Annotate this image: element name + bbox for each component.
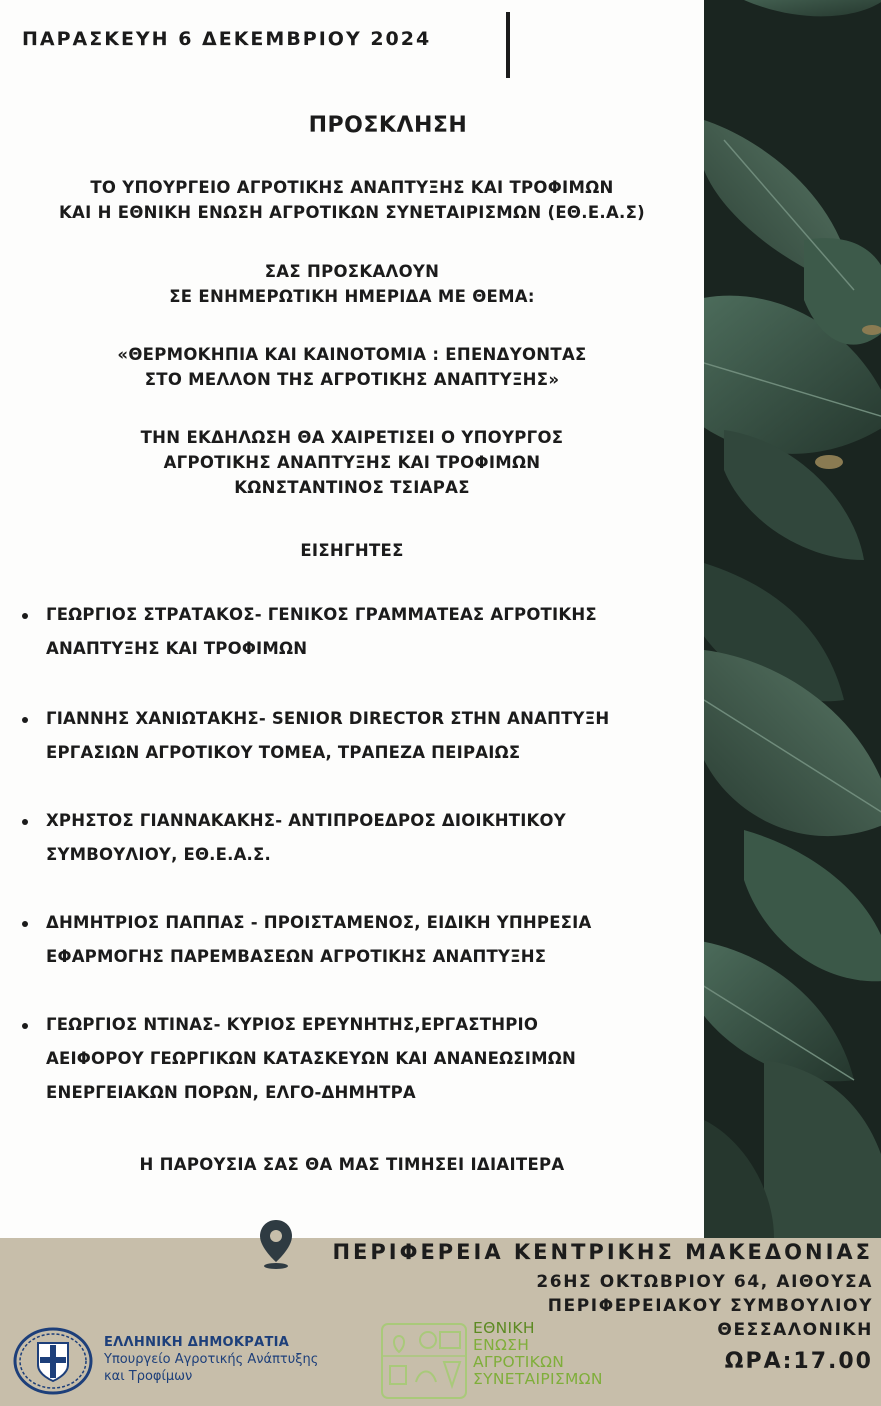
speaker-item — [22, 598, 702, 666]
topic-block — [0, 342, 704, 392]
greeting-line: ΑΓΡΟΤΙΚΗΣ ΑΝΑΠΤΥΞΗΣ ΚΑΙ ΤΡΟΦΙΜΩΝ — [163, 453, 541, 472]
address-line: ΘΕΣΣΑΛΟΝΙΚΗ — [717, 1320, 873, 1340]
speaker-line: ΑΕΙΦΟΡΟΥ ΓΕΩΡΓΙΚΩΝ ΚΑΤΑΣΚΕΥΩΝ ΚΑΙ ΑΝΑΝΕΩΣΙΜΩΝ — [46, 1049, 576, 1068]
coop-logo-line: ΣΥΝΕΤΑΙΡΙΣΜΩΝ — [473, 1370, 603, 1388]
invite-line: ΣΕ ΕΝΗΜΕΡΩΤΙΚΗ ΗΜΕΡΙΔΑ ΜΕ ΘΕΜΑ: — [169, 287, 535, 306]
location-pin-icon — [258, 1218, 294, 1274]
speaker-item — [22, 702, 702, 770]
speaker-line: ΓΕΩΡΓΙΟΣ ΣΤΡΑΤΑΚΟΣ- ΓΕΝΙΚΟΣ ΓΡΑΜΜΑΤΕΑΣ ΑΓΡΟΤΙΚΗΣ — [46, 605, 597, 624]
speaker-item — [22, 804, 702, 872]
coop-logo-line: ΕΘΝΙΚΗ — [473, 1319, 535, 1337]
bullet-icon — [22, 613, 28, 619]
topic-line: «ΘΕΡΜΟΚΗΠΙΑ ΚΑΙ ΚΑΙΝΟΤΟΜΙΑ : ΕΠΕΝΔΥΟΝΤΑΣ — [117, 345, 587, 364]
address-line: 26ΗΣ ΟΚΤΩΒΡΙΟΥ 64, ΑΙΘΟΥΣΑ — [536, 1272, 873, 1292]
topic-line: ΣΤΟ ΜΕΛΛΟΝ ΤΗΣ ΑΓΡΟΤΙΚΗΣ ΑΝΑΠΤΥΞΗΣ» — [144, 370, 560, 389]
invite-block — [0, 259, 704, 309]
hosts-line: ΤΟ ΥΠΟΥΡΓΕΙΟ ΑΓΡΟΤΙΚΗΣ ΑΝΑΠΤΥΞΗΣ ΚΑΙ ΤΡΟΦΙΜΩΝ — [90, 178, 614, 197]
coop-logo-line: ΑΓΡΟΤΙΚΩΝ — [473, 1353, 565, 1371]
coop-logo-text — [473, 1320, 603, 1388]
speakers-list — [22, 598, 702, 1110]
leaves-photo — [704, 0, 881, 1238]
ministry-logo-line: και Τροφίμων — [104, 1369, 193, 1384]
speaker-line: ΓΙΑΝΝΗΣ ΧΑΝΙΩΤΑΚΗΣ- SENIOR DIRECTOR ΣΤΗΝ ΑΝΑΠΤΥΞΗ — [46, 709, 610, 728]
bullet-icon — [22, 921, 28, 927]
speakers-heading: ΕΙΣΗΓΗΤΕΣ — [300, 541, 404, 560]
bullet-icon — [22, 1023, 28, 1029]
closing-text: Η ΠΑΡΟΥΣΙΑ ΣΑΣ ΘΑ ΜΑΣ ΤΙΜΗΣΕΙ ΙΔΙΑΙΤΕΡΑ — [139, 1155, 565, 1174]
bullet-icon — [22, 819, 28, 825]
hosts-line: ΚΑΙ Η ΕΘΝΙΚΗ ΕΝΩΣΗ ΑΓΡΟΤΙΚΩΝ ΣΥΝΕΤΑΙΡΙΣΜΩΝ (ΕΘ.Ε.Α.Σ) — [58, 203, 646, 222]
divider — [506, 12, 510, 78]
speaker-item — [22, 906, 702, 974]
speaker-line: ΕΡΓΑΣΙΩΝ ΑΓΡΟΤΙΚΟΥ ΤΟΜΕΑ, ΤΡΑΠΕΖΑ ΠΕΙΡΑΙΩΣ — [46, 743, 521, 762]
venue-region: ΠΕΡΙΦΕΡΕΙΑ ΚΕΝΤΡΙΚΗΣ ΜΑΚΕΔΟΝΙΑΣ — [332, 1240, 873, 1264]
ministry-logo — [104, 1334, 318, 1385]
speaker-line: ΑΝΑΠΤΥΞΗΣ ΚΑΙ ΤΡΟΦΙΜΩΝ — [46, 639, 308, 658]
coop-logo-icon — [380, 1322, 468, 1404]
greeting-line: ΚΩΝΣΤΑΝΤΙΝΟΣ ΤΣΙΑΡΑΣ — [234, 478, 470, 497]
hosts-block — [0, 175, 704, 225]
speaker-line: ΣΥΜΒΟΥΛΙΟΥ, ΕΘ.Ε.Α.Σ. — [46, 845, 271, 864]
event-date: ΠΑΡΑΣΚΕΥΗ 6 ΔΕΚΕΜΒΡΙΟΥ 2024 — [22, 28, 432, 50]
speaker-item — [22, 1008, 702, 1110]
speaker-line: ΧΡΗΣΤΟΣ ΓΙΑΝΝΑΚΑΚΗΣ- ΑΝΤΙΠΡΟΕΔΡΟΣ ΔΙΟΙΚΗΤΙΚΟΥ — [46, 811, 566, 830]
address-line: ΠΕΡΙΦΕΡΕΙΑΚΟΥ ΣΥΜΒΟΥΛΙΟΥ — [547, 1296, 873, 1316]
speaker-line: ΕΦΑΡΜΟΓΗΣ ΠΑΡΕΜΒΑΣΕΩΝ ΑΓΡΟΤΙΚΗΣ ΑΝΑΠΤΥΞΗΣ — [46, 947, 547, 966]
event-time: ΩΡΑ:17.00 — [724, 1349, 873, 1374]
greek-emblem-icon — [8, 1325, 98, 1401]
ministry-logo-line: ΕΛΛΗΝΙΚΗ ΔΗΜΟΚΡΑΤΙΑ — [104, 1335, 290, 1350]
greeting-block — [0, 425, 704, 500]
greeting-line: ΤΗΝ ΕΚΔΗΛΩΣΗ ΘΑ ΧΑΙΡΕΤΙΣΕΙ Ο ΥΠΟΥΡΓΟΣ — [140, 428, 564, 447]
speaker-line: ΕΝΕΡΓΕΙΑΚΩΝ ΠΟΡΩΝ, ΕΛΓΟ-ΔΗΜΗΤΡΑ — [46, 1083, 416, 1102]
ministry-logo-line: Υπουργείο Αγροτικής Ανάπτυξης — [104, 1352, 319, 1367]
coop-logo-line: ΕΝΩΣΗ — [473, 1336, 530, 1354]
speaker-line: ΔΗΜΗΤΡΙΟΣ ΠΑΠΠΑΣ - ΠΡΟΙΣΤΑΜΕΝΟΣ, ΕΙΔΙΚΗ ΥΠΗΡΕΣΙΑ — [46, 913, 592, 932]
speaker-line: ΓΕΩΡΓΙΟΣ ΝΤΙΝΑΣ- ΚΥΡΙΟΣ ΕΡΕΥΝΗΤΗΣ,ΕΡΓΑΣΤΗΡΙΟ — [46, 1015, 539, 1034]
bullet-icon — [22, 717, 28, 723]
page-title: ΠΡΟΣΚΛΗΣΗ — [308, 113, 468, 138]
invite-line: ΣΑΣ ΠΡΟΣΚΑΛΟΥΝ — [264, 262, 440, 281]
